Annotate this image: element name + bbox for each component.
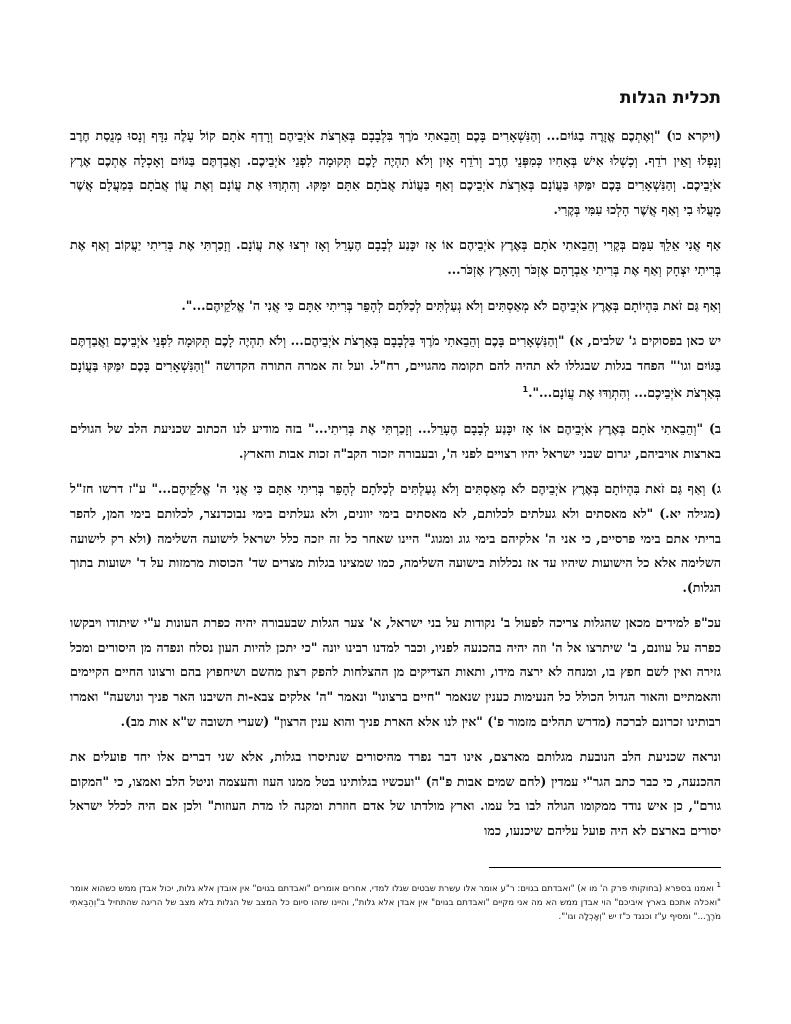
paragraph-8: ונראה שכניעת הלב הנובעת מגלותם מארצם, אינו דבר נפרד מהיסורים שנתיסרו בגלות, אלא שני דברים אלו יחד פועלים את ההכנעה, כי כבר כתב הגר"י עמדין (לחם שמים אבות פ"ה) "ועכשיו בגלותינו בטל ממנו העוז והעצמה וניטל הלב ואמצו, כי "המקום גורם", כן איש נודד ממקומו הגולה לבו בל עמו. וארץ מולדתו של אדם חוזרת ומקנה לו מדת העוזות" ולכן אם היה לכלל ישראל יסורים בארצם לא היה פועל עליהם שיכנעו, כמו: [70, 749, 721, 839]
footnote-number: 1: [716, 881, 721, 889]
paragraph-3: וְאַף גַּם זֹאת בִּהְיוֹתָם בְּאֶרֶץ אֹיְבֵיהֶם לֹא מְאַסְתִּים וְלֹא גְעַלְתִּים לְכַלֹּתָם לְהָפֵר בְּרִיתִי אִתָּם כִּי אֲנִי ה' אֱלֹקֵיהֶם...".: [181, 297, 721, 313]
paragraph-7: עכ"פ למידים מכאן שהגלות צריכה לפעול ב' נקודות על בני ישראל, א' צער הגלות שבעבורה יהיה כפרת העונות ע"י שיתודו ויבקשו כפרה על עוונם, ב' שיתרצו אל ה' וזה יהיה בהכנעה לפניו, וכבר למדנו רבינו יונה "כי יתכן להיות העון נסלח ונפדה מן היסורים ומכל גזירה ואין לשם חפץ בו, ומנחה לא ירצה מידו, ותאות הצדיקים מן ההצלחות להפק רצון מהשם ושיחפוץ בהם ורצונו החיים הקיימים והאמתיים והאור הגדול הכולל כל הנעימות כענין שנאמר "חיים ברצונו" ונאמר "ה' אלקים צבא-ות השיבנו האר פניך ונושעה" ואמרו רבותינו זכרונם לברכה (מדרש תהלים מזמור פ') "אין לנו אלא הארת פניך והוא ענין הרצון" (שערי תשובה ש"א אות מב).: [70, 615, 721, 729]
footnote: [70, 878, 721, 924]
paragraph-4: [70, 329, 721, 406]
paragraph-4-text: יש כאן בפסוקים ג' שלבים, א) "וְהַנִּשְׁאָרִים בָּכֶם וְהֵבֵאתִי מֹרֶךְ בִּלְבָבָם בְּאַרְצֹת אֹיְבֵיהֶם... וְלֹא תִהְיֶה לָכֶם תְּקוּמָה לִפְנֵי אֹיְבֵיכֶם וַאֲבַדְתֶּם בַּגּוֹיִם וגו'" הפחד בגלות שבגללו לא תהיה להם תקומה מהגויים, רח"ל. ועל זה אמרה התורה הקדושה "וְהַנִּשְׁאָרִים בָּכֶם יִמַּקּוּ בַּעֲוֹנָם בְּאַרְצֹת אֹיְבֵיכֶם... וְהִתְוַדּוּ אֶת עֲוֹנָם...".: [70, 333, 721, 401]
footnote-text: ואמנו בספרא (בחוקותי פרק ה' מו א) "ואבדתם בגוים: ר"ע אומר אלו עשרת שבטים שגלו למדי, אחרים אומרים "ואבדתם בגוים" אין אובדן אלא גלות, יכול אבדן ממש כשהוא אומר "ואכלה אתכם בארץ איביכם" הוי אבדן ממש הא מה אני מקיים "ואבדתם בגוים" אין אבדן אלא גלות", והיינו שזהו סיום כל המצב של הגלות בלא מצב של הריגה שהתחיל ב"וְהֵבֵאתִי מֹרֶךְ..." ומסיף ע"ז וכנגד כ"ז יש "וְאָכְלָה וגו'".: [70, 883, 721, 922]
paragraph-1: (ויקרא כו) "וְאֶתְכֶם אֱזָרֶה בַגּוֹיִם... וְהַנִּשְׁאָרִים בָּכֶם וְהֵבֵאתִי מֹרֶךְ בִּלְבָבָם בְּאַרְצֹת אֹיְבֵיהֶם וְרָדַף אֹתָם קוֹל עָלֶה נִדָּף וְנָסוּ מְנֻסַת חֶרֶב וְנָפְלוּ וְאֵין רֹדֵף. וְכָשְׁלוּ אִישׁ בְּאָחִיו כְּמִפְּנֵי חֶרֶב וְרֹדֵף אָיִן וְלֹא תִהְיֶה לָכֶם תְּקוּמָה לִפְנֵי אֹיְבֵיכֶם. וַאֲבַדְתֶּם בַּגּוֹיִם וְאָכְלָה אֶתְכֶם אֶרֶץ אֹיְבֵיכֶם. וְהַנִּשְׁאָרִים בָּכֶם יִמַּקּוּ בַּעֲוֹנָם בְּאַרְצֹת אֹיְבֵיכֶם וְאַף בַּעֲוֹנֹת אֲבֹתָם אִתָּם יִמָּקּוּ. וְהִתְוַדּוּ אֶת עֲוֹנָם וְאֶת עֲוֹן אֲבֹתָם בְּמַעֲלָם אֲשֶׁר מָעֲלוּ בִי וְאַף אֲשֶׁר הָלְכוּ עִמִּי בְּקֶרִי.: [70, 128, 721, 217]
paragraph-2: אַף אֲנִי אֵלֵךְ עִמָּם בְּקֶרִי וְהֵבֵאתִי אֹתָם בְּאֶרֶץ אֹיְבֵיהֶם אוֹ אָז יִכָּנַע לְבָבָם הֶעָרֵל וְאָז יִרְצוּ אֶת עֲוֹנָם. וְזָכַרְתִּי אֶת בְּרִיתִי יַעֲקוֹב וְאַף אֶת בְּרִיתִי יִצְחָק וְאַף אֶת בְּרִיתִי אַבְרָהָם אֶזְכֹּר וְהָאָרֶץ אֶזְכֹּר...: [70, 237, 721, 277]
footnote-divider: [489, 867, 721, 868]
paragraph-6: ג) וְאַף גַּם זֹאת בִּהְיוֹתָם בְּאֶרֶץ אֹיְבֵיהֶם לֹא מְאַסְתִּים וְלֹא גְעַלְתִּים לְכַלֹּתָם לְהָפֵר בְּרִיתִי אִתָּם כִּי אֲנִי ה' אֱלֹקֵיהֶם..." ע"ז דרשו חז"ל (מגילה יא.) "לא מאסתים ולא געלתים לכלותם, לא מאסתים בימי יוונים, ולא געלתים בימי נבוכדנצר, לכלותם בימי המן, להפר בריתי אתם בימי פרסיים, כי אני ה' אלקיהם בימי גוג ומגוג" היינו שאחר כל זה יזכה כלל ישראל לישועה השלימה (ולא רק לישועה השלימה אלא כל הישועות שיהיו עד אז נכללות בישועה השלימה, כמו שמצינו בגלות מצרים שד' הכוסות מרמזות על ד' ישועות בתוך הגלות).: [70, 481, 721, 595]
paragraph-5: ב) "וְהֵבֵאתִי אֹתָם בְּאֶרֶץ אֹיְבֵיהֶם אוֹ אָז יִכָּנַע לְבָבָם הֶעָרֵל... וְזָכַרְתִּי אֶת בְּרִיתִי..." בזה מודיע לנו הכתוב שכניעת הלב של הגולים בארצות אויביהם, יגרום שבני ישראל יהיו רצויים לפני ה', ובעבורה יזכור הקב"ה זכות אבות והארץ.: [70, 421, 721, 461]
page-title: תכלית הגלות: [619, 88, 721, 108]
footnote-reference: 1: [522, 385, 529, 395]
